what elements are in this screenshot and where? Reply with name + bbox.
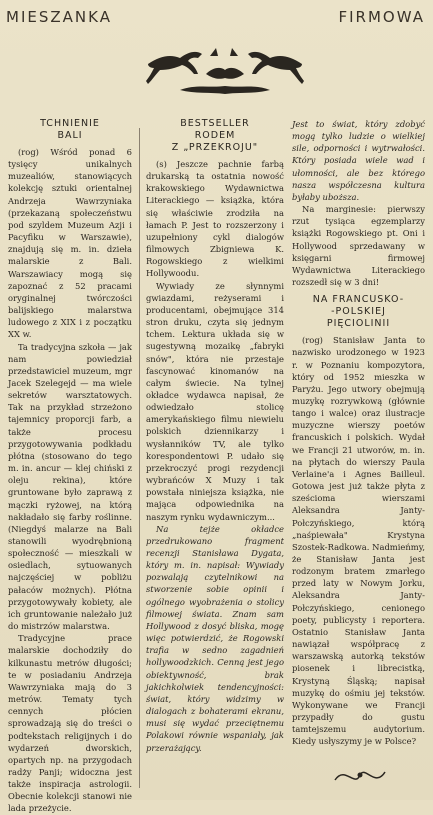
article-right-column [292,118,425,748]
column-divider [139,128,140,788]
article-paragraph: Wywiady ze słynnymi gwiazdami, reżyserami i producentami, obejmujące 314 stron druku, czyta się jednym tchem. Lektura układa się w sugestywną mozaikę „fabryki snów", która nie przestaje fascynować kinomanów na całym świecie. Na tylnej okładce wydawca napisał, że odwiedzało stolicę amerykańskiego filmu niewielu polskich dziennikarzy i wysłanników TV, ale tylko korespondentowi P. udało się przekroczyć progi rezydencji wybrańców X Muzy i tak powstała niniejsza książka, nie mająca odpowiednika na naszym rynku wydawniczym... [146,280,284,522]
article-paragraph: Jest to świat, który zdobyć mogą tylko ludzie o wielkiej sile, odporności i wytrwałości. Który posiada wiele wad i ułomności, ale bez którego nasza współczesna kultura byłaby uboższa. [292,119,425,202]
section-title-right: FIRMOWA [338,8,425,26]
horses-ornament-icon [140,34,310,104]
article-title: TCHNIENIE BALI [40,118,100,141]
article-paragraph: Tradycyjne prace malarskie dochodziły do kilkunastu metrów długości; te w posiadaniu Andrzeja Wawrzyniaka mają do 3 metrów. Tematy tych cennych płócien sprowadzają się do treści o podtekstach religijnych i do wydarzeń dworskich, opartych np. na przygodach radży Panji; widoczna jest także inspiracja astrologii. Obecnie kolekcji stanowi nie lada przeżycie. [8,633,132,814]
article-paragraph: (rog) Stanisław Janta to nazwisko urodzonego w 1923 r. w Poznaniu kompozytora, który od 1952 mieszka w Paryżu. Jego utwory obejmują muzykę rozrywkową (głównie tango i walce) oraz ilustracje muzyczne wierszy poetów francuskich i polskich. Wydał we Francji 21 utworów, m. in. na płytach do wierszy Paula Verlaine'a i Agnes Bailleul. Gotowa jest już także płyta z sześcioma wierszami Aleksandra Janty-Połczyńskiego, którą „naśpiewała" Krystyna Szostek-Radkowa. Nadmieńmy, że Stanisław Janta jest rodzonym bratem zmarłego przed laty w Nowym Jorku, Aleksandra Janty-Połczyńskiego, cenionego poety, publicysty i reportera. Ostatnio Stanisław Janta nawiązał współpracę z warszawską autorką tekstów piosenek i librecistką, Krystyną Śląską; napisał muzykę do ośmiu jej tekstów. Wykonywane we Francji przypadły do gustu tamtejszemu audytorium. Kiedy usłyszymy je w Polsce? [292,335,425,747]
article-paragraph: Ta tradycyjna szkoła — jak nam powiedział przedstawiciel muzeum, mgr Jacek Szelegejd — ma wiele sekretów warsztatowych. Tak na przykład strzeżono tajemnicy proporcji farb, a także procesu przygotowywania podkładu płótna (stosowano do tego m. in. ancur — klej chiński z oleju rekina), które gruntowane było zaprawą z mączki ryżowej, na którą nakładało się farby roślinne. (Niegdyś malarze na Bali stanowili wyodrębnioną społeczność — mieszkali w osiedlach, sytuowanych najczęściej w pobliżu pałaców możnych). Płótna przygotowywały kobiety, ale ich gruntowanie należało już do mistrzów malarstwa. [8,341,132,632]
article-bali [8,118,132,815]
page-header [0,0,433,118]
article-paragraph: Na tejże okładce przedrukowano fragment recenzji Stanisława Dygata, który m. in. napisał: Wywiady pozwalają czytelnikowi na stworzenie sobie opinii i ogólnego wyobrażenia o stolicy filmowej świata. Znam sam Hollywood z dosyć bliska, mogę więc potwierdzić, że Rogowski trafia w sedno zagadnień hollywoodzkich. Cenną jest jego obiektywność, brak jakichkolwiek tendencyjności: świat, który widzimy w dialogach z bohaterami ekranu, musi się wydać przeciętnemu Polakowi równie wspaniały, jak przerażający. [146,523,284,753]
section-title-left: MIESZANKA [6,8,112,26]
article-bestseller [146,118,284,754]
article-paragraph: (rog) Wśród ponad 6 tysięcy unikalnych muzealiów, stanowiących kolekcję sztuki orientalnej Andrzeja Wawrzyniaka (przekazaną społeczeństwu pod szyldem Muzeum Azji i Pacyfiku w Warszawie), znajdują się m. in. dzieła malarskie z Bali. Warszawiacy mogą się zapoznać z 52 pracami oryginalnej twórczości balijskiego malarstwa ludowego z XIX i z początku XX w. [8,147,132,340]
flourish-ornament-icon [330,760,390,790]
article-title: BESTSELLER RODEM Z „PRZEKROJU" [171,118,259,153]
article-paragraph: (s) Jeszcze pachnie farbą drukarską ta ostatnia nowość krakowskiego Wydawnictwa Literackiego — książka, która się właściwie zrodziła na łamach P. Jest to rozszerzony i uzupełniony cykl dialogów filmowych Zbigniewa K. Rogowskiego z wielkimi Hollywoodu. [146,159,284,279]
article-paragraph: Na marginesie: pierwszy rzut tysiąca egzemplarzy książki Rogowskiego pt. Oni i Hollywood sprzedawany w księgarni firmowej Wydawnictwa Literackiego rozszedł się w 3 dni! [292,204,425,288]
article-title: NA FRANCUSKO- -POLSKIEJ PIĘCIOLINII [312,294,405,330]
